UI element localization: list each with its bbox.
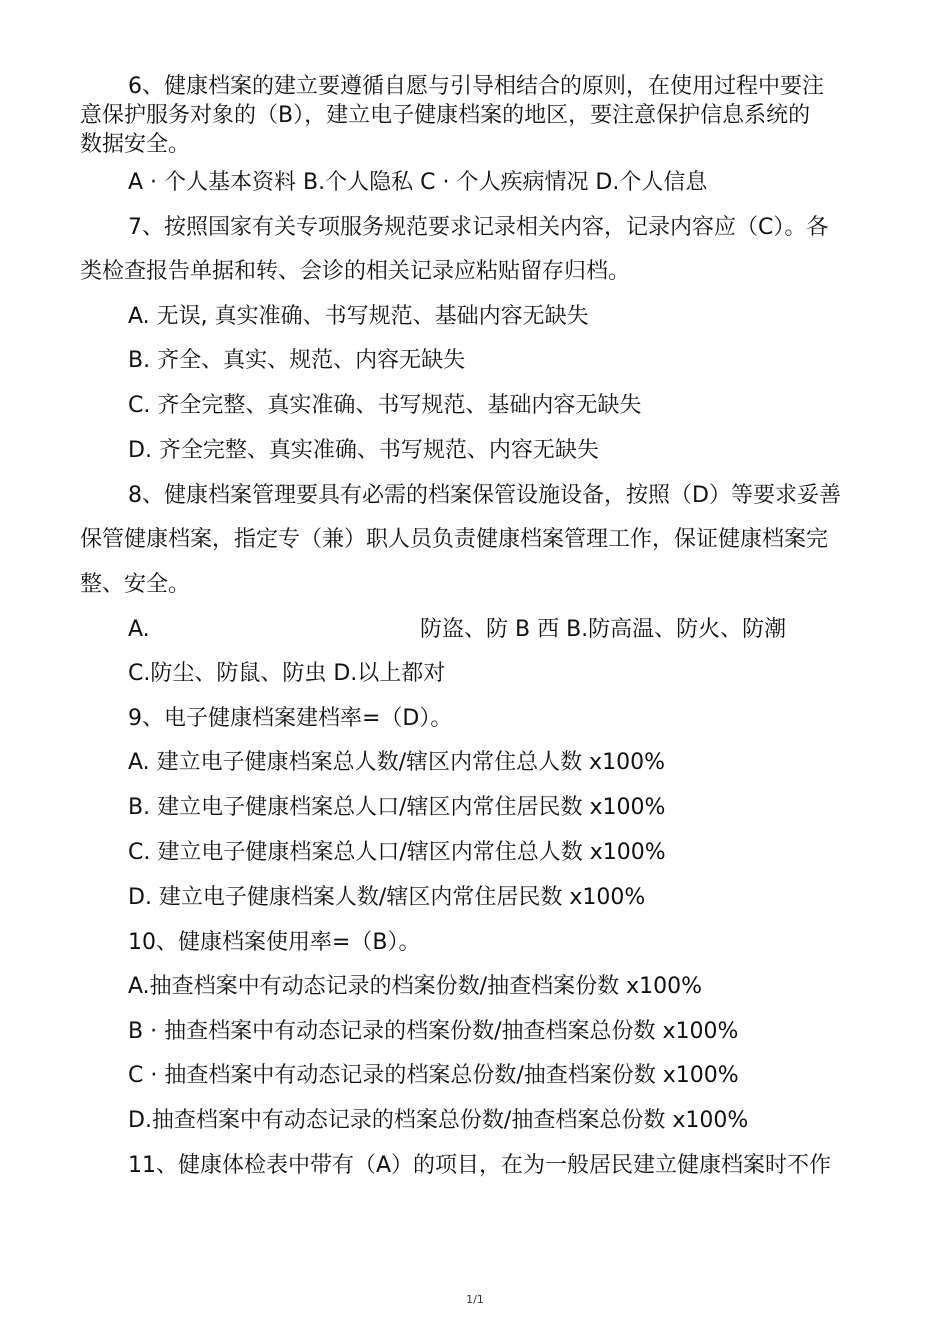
q10-option-c: C · 抽查档案中有动态记录的档案总份数/抽查档案份数 x100% bbox=[128, 1063, 739, 1088]
q8-option-a-rest: 防盗、防 B 西 B.防高温、防火、防潮 bbox=[420, 617, 787, 642]
q8-option-a-label: A. bbox=[128, 617, 150, 642]
q6-stem-line-3: 数据安全。 bbox=[80, 132, 191, 157]
q6-stem-line-2: 意保护服务对象的（B），建立电子健康档案的地区，要注意保护信息系统的 bbox=[80, 103, 811, 128]
q11-stem: 11、健康体检表中带有（A）的项目，在为一般居民建立健康档案时不作 bbox=[128, 1153, 832, 1178]
q9-option-d: D. 建立电子健康档案人数/辖区内常住居民数 x100% bbox=[128, 885, 646, 910]
q9-option-c: C. 建立电子健康档案总人口/辖区内常住总人数 x100% bbox=[128, 840, 666, 865]
q7-stem-line-1: 7、按照国家有关专项服务规范要求记录相关内容，记录内容应（C）。各 bbox=[128, 215, 829, 240]
q9-stem: 9、电子健康档案建档率=（D）。 bbox=[128, 706, 453, 731]
q8-stem-line-3: 整、安全。 bbox=[80, 572, 191, 597]
q6-stem-line-1: 6、健康档案的建立要遵循自愿与引导相结合的原则，在使用过程中要注 bbox=[128, 74, 824, 99]
q9-option-a: A. 建立电子健康档案总人数/辖区内常住总人数 x100% bbox=[128, 750, 665, 775]
q7-option-c: C. 齐全完整、真实准确、书写规范、基础内容无缺失 bbox=[128, 393, 642, 418]
q10-option-b: B · 抽查档案中有动态记录的档案份数/抽查档案总份数 x100% bbox=[128, 1019, 739, 1044]
q10-stem: 10、健康档案使用率=（B）。 bbox=[128, 930, 421, 955]
q7-option-a: A. 无误, 真实准确、书写规范、基础内容无缺失 bbox=[128, 304, 589, 329]
q7-option-d: D. 齐全完整、真实准确、书写规范、内容无缺失 bbox=[128, 438, 599, 463]
q10-option-d: D.抽查档案中有动态记录的档案总份数/抽查档案总份数 x100% bbox=[128, 1108, 749, 1133]
q8-option-cd: C.防尘、防鼠、防虫 D.以上都对 bbox=[128, 661, 446, 686]
q8-option-ab-row bbox=[128, 615, 928, 645]
q7-option-b: B. 齐全、真实、规范、内容无缺失 bbox=[128, 348, 466, 373]
q10-option-a: A.抽查档案中有动态记录的档案份数/抽查档案份数 x100% bbox=[128, 974, 702, 999]
page-number: 1/1 bbox=[466, 1293, 484, 1306]
q8-stem-line-2: 保管健康档案，指定专（兼）职人员负责健康档案管理工作，保证健康档案完 bbox=[80, 527, 829, 552]
q9-option-b: B. 建立电子健康档案总人口/辖区内常住居民数 x100% bbox=[128, 795, 666, 820]
q8-stem-line-1: 8、健康档案管理要具有必需的档案保管设施设备，按照（D）等要求妥善 bbox=[128, 483, 841, 508]
q6-options: A · 个人基本资料 B.个人隐私 C · 个人疾病情况 D.个人信息 bbox=[128, 170, 708, 195]
q7-stem-line-2: 类检查报告单据和转、会诊的相关记录应粘贴留存归档。 bbox=[80, 259, 631, 284]
